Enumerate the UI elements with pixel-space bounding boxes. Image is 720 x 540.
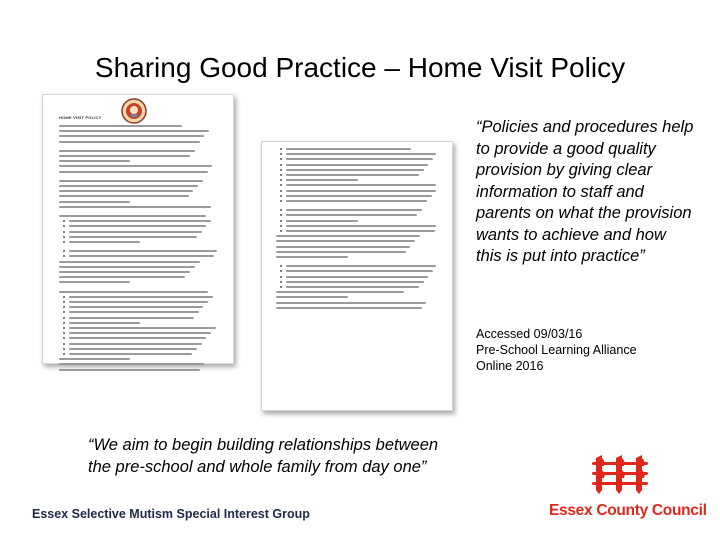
text-line: [286, 190, 436, 192]
bullet-point: [280, 286, 282, 288]
text-line: [286, 200, 427, 202]
text-line: [276, 240, 415, 242]
essex-county-council-logo: [545, 452, 707, 527]
text-line: [286, 158, 433, 160]
text-line: [286, 214, 417, 216]
text-line: [286, 148, 411, 150]
seaxes-emblem-icon: [590, 452, 650, 496]
text-line: [276, 256, 348, 258]
bullet-point: [63, 296, 65, 298]
text-line: [59, 150, 195, 152]
text-line: [69, 332, 211, 334]
bullet-point: [63, 332, 65, 334]
text-line: [69, 296, 213, 298]
text-line: [69, 250, 217, 252]
text-line: [59, 160, 130, 162]
text-line: [59, 130, 209, 132]
bullet-point: [280, 200, 282, 202]
text-line: [69, 255, 214, 257]
text-line: [286, 164, 428, 166]
bullet-point: [63, 327, 65, 329]
text-line: [59, 291, 208, 293]
bullet-point: [63, 301, 65, 303]
bullet-point: [63, 255, 65, 257]
bullet-point: [63, 306, 65, 308]
group-name: Essex Selective Mutism Special Interest Group: [32, 507, 310, 521]
text-line: [59, 206, 211, 208]
text-line: [69, 231, 202, 233]
bullet-point: [280, 169, 282, 171]
citation-source: Pre-School Learning Alliance: [476, 343, 637, 357]
bullet-point: [63, 311, 65, 313]
bullet-point: [280, 190, 282, 192]
text-line: [286, 270, 433, 272]
text-line: [286, 220, 358, 222]
bullet-point: [63, 322, 65, 324]
text-line: [59, 195, 189, 197]
text-line: [286, 153, 436, 155]
text-line: [59, 135, 204, 137]
text-line: [59, 171, 208, 173]
bullet-point: [280, 164, 282, 166]
text-line: [69, 220, 211, 222]
bullet-point: [63, 353, 65, 355]
text-line: [69, 236, 197, 238]
bullet-point: [280, 276, 282, 278]
text-line: [59, 276, 185, 278]
bullet-point: [63, 348, 65, 350]
text-line: [59, 141, 200, 143]
policy-document-page-2: [261, 141, 453, 411]
citation: [476, 326, 706, 374]
bullet-point: [280, 220, 282, 222]
bullet-point: [280, 184, 282, 186]
text-line: [286, 169, 424, 171]
text-line: [69, 353, 192, 355]
document-heading: HOME VISIT POLICY: [59, 115, 102, 120]
text-line: [276, 246, 410, 248]
text-line: [59, 363, 204, 365]
text-line: [59, 190, 193, 192]
bullet-point: [63, 241, 65, 243]
school-crest-icon: [121, 98, 147, 124]
citation-year: Online 2016: [476, 359, 544, 373]
citation-accessed-date: Accessed 09/03/16: [476, 327, 583, 341]
text-line: [276, 296, 348, 298]
text-line: [286, 195, 432, 197]
bullet-point: [280, 179, 282, 181]
bullet-point: [63, 220, 65, 222]
text-line: [69, 343, 202, 345]
policy-document-page-1: [42, 94, 234, 364]
bullet-point: [280, 225, 282, 227]
text-line: [59, 180, 203, 182]
text-line: [286, 209, 422, 211]
bullet-point: [63, 337, 65, 339]
text-line: [59, 155, 190, 157]
text-line: [69, 241, 140, 243]
text-line: [286, 184, 436, 186]
bullet-point: [280, 214, 282, 216]
text-line: [69, 306, 203, 308]
text-line: [69, 311, 199, 313]
text-line: [276, 235, 420, 237]
text-line: [59, 201, 130, 203]
bullet-point: [63, 225, 65, 227]
policy-quote: “Policies and procedures help to provide a good quality provision by giving clear information to staff and parents on what the provision wants to achieve and how this is put into practice”: [476, 118, 694, 265]
bullet-point: [63, 317, 65, 319]
bullet-point: [280, 281, 282, 283]
bullet-point: [280, 195, 282, 197]
relationships-quote-line-1: “We aim to begin building relationships between: [88, 436, 439, 454]
text-line: [59, 358, 130, 360]
bullet-point: [280, 153, 282, 155]
bullet-point: [280, 270, 282, 272]
text-line: [59, 266, 195, 268]
slide-title: Sharing Good Practice – Home Visit Policy: [94, 52, 626, 83]
text-line: [59, 185, 198, 187]
text-line: [286, 276, 428, 278]
text-line: [69, 348, 197, 350]
relationships-quote-line-2: the pre-school and whole family from day one”: [88, 458, 427, 476]
text-line: [276, 291, 404, 293]
text-line: [69, 225, 206, 227]
text-line: [59, 215, 206, 217]
bullet-point: [63, 236, 65, 238]
text-line: [276, 307, 422, 309]
bullet-point: [280, 265, 282, 267]
bullet-point: [280, 230, 282, 232]
text-line: [286, 230, 435, 232]
bullet-point: [280, 158, 282, 160]
text-line: [286, 174, 419, 176]
text-line: [276, 251, 406, 253]
bullet-point: [280, 174, 282, 176]
text-line: [59, 261, 200, 263]
text-line: [69, 317, 194, 319]
bullet-point: [280, 209, 282, 211]
text-line: [59, 125, 182, 127]
text-line: [286, 265, 436, 267]
text-line: [69, 301, 208, 303]
council-name: Essex County Council: [549, 502, 707, 519]
text-line: [69, 327, 216, 329]
text-line: [276, 302, 426, 304]
text-line: [59, 369, 200, 371]
text-line: [286, 281, 424, 283]
text-line: [286, 225, 436, 227]
bullet-point: [63, 343, 65, 345]
bullet-point: [63, 231, 65, 233]
relationships-quote: [88, 434, 558, 478]
bullet-point: [280, 148, 282, 150]
text-line: [286, 179, 358, 181]
text-line: [69, 322, 140, 324]
text-line: [59, 165, 212, 167]
bullet-point: [63, 250, 65, 252]
text-line: [286, 286, 419, 288]
text-line: [59, 271, 190, 273]
text-line: [69, 337, 206, 339]
text-line: [59, 281, 130, 283]
